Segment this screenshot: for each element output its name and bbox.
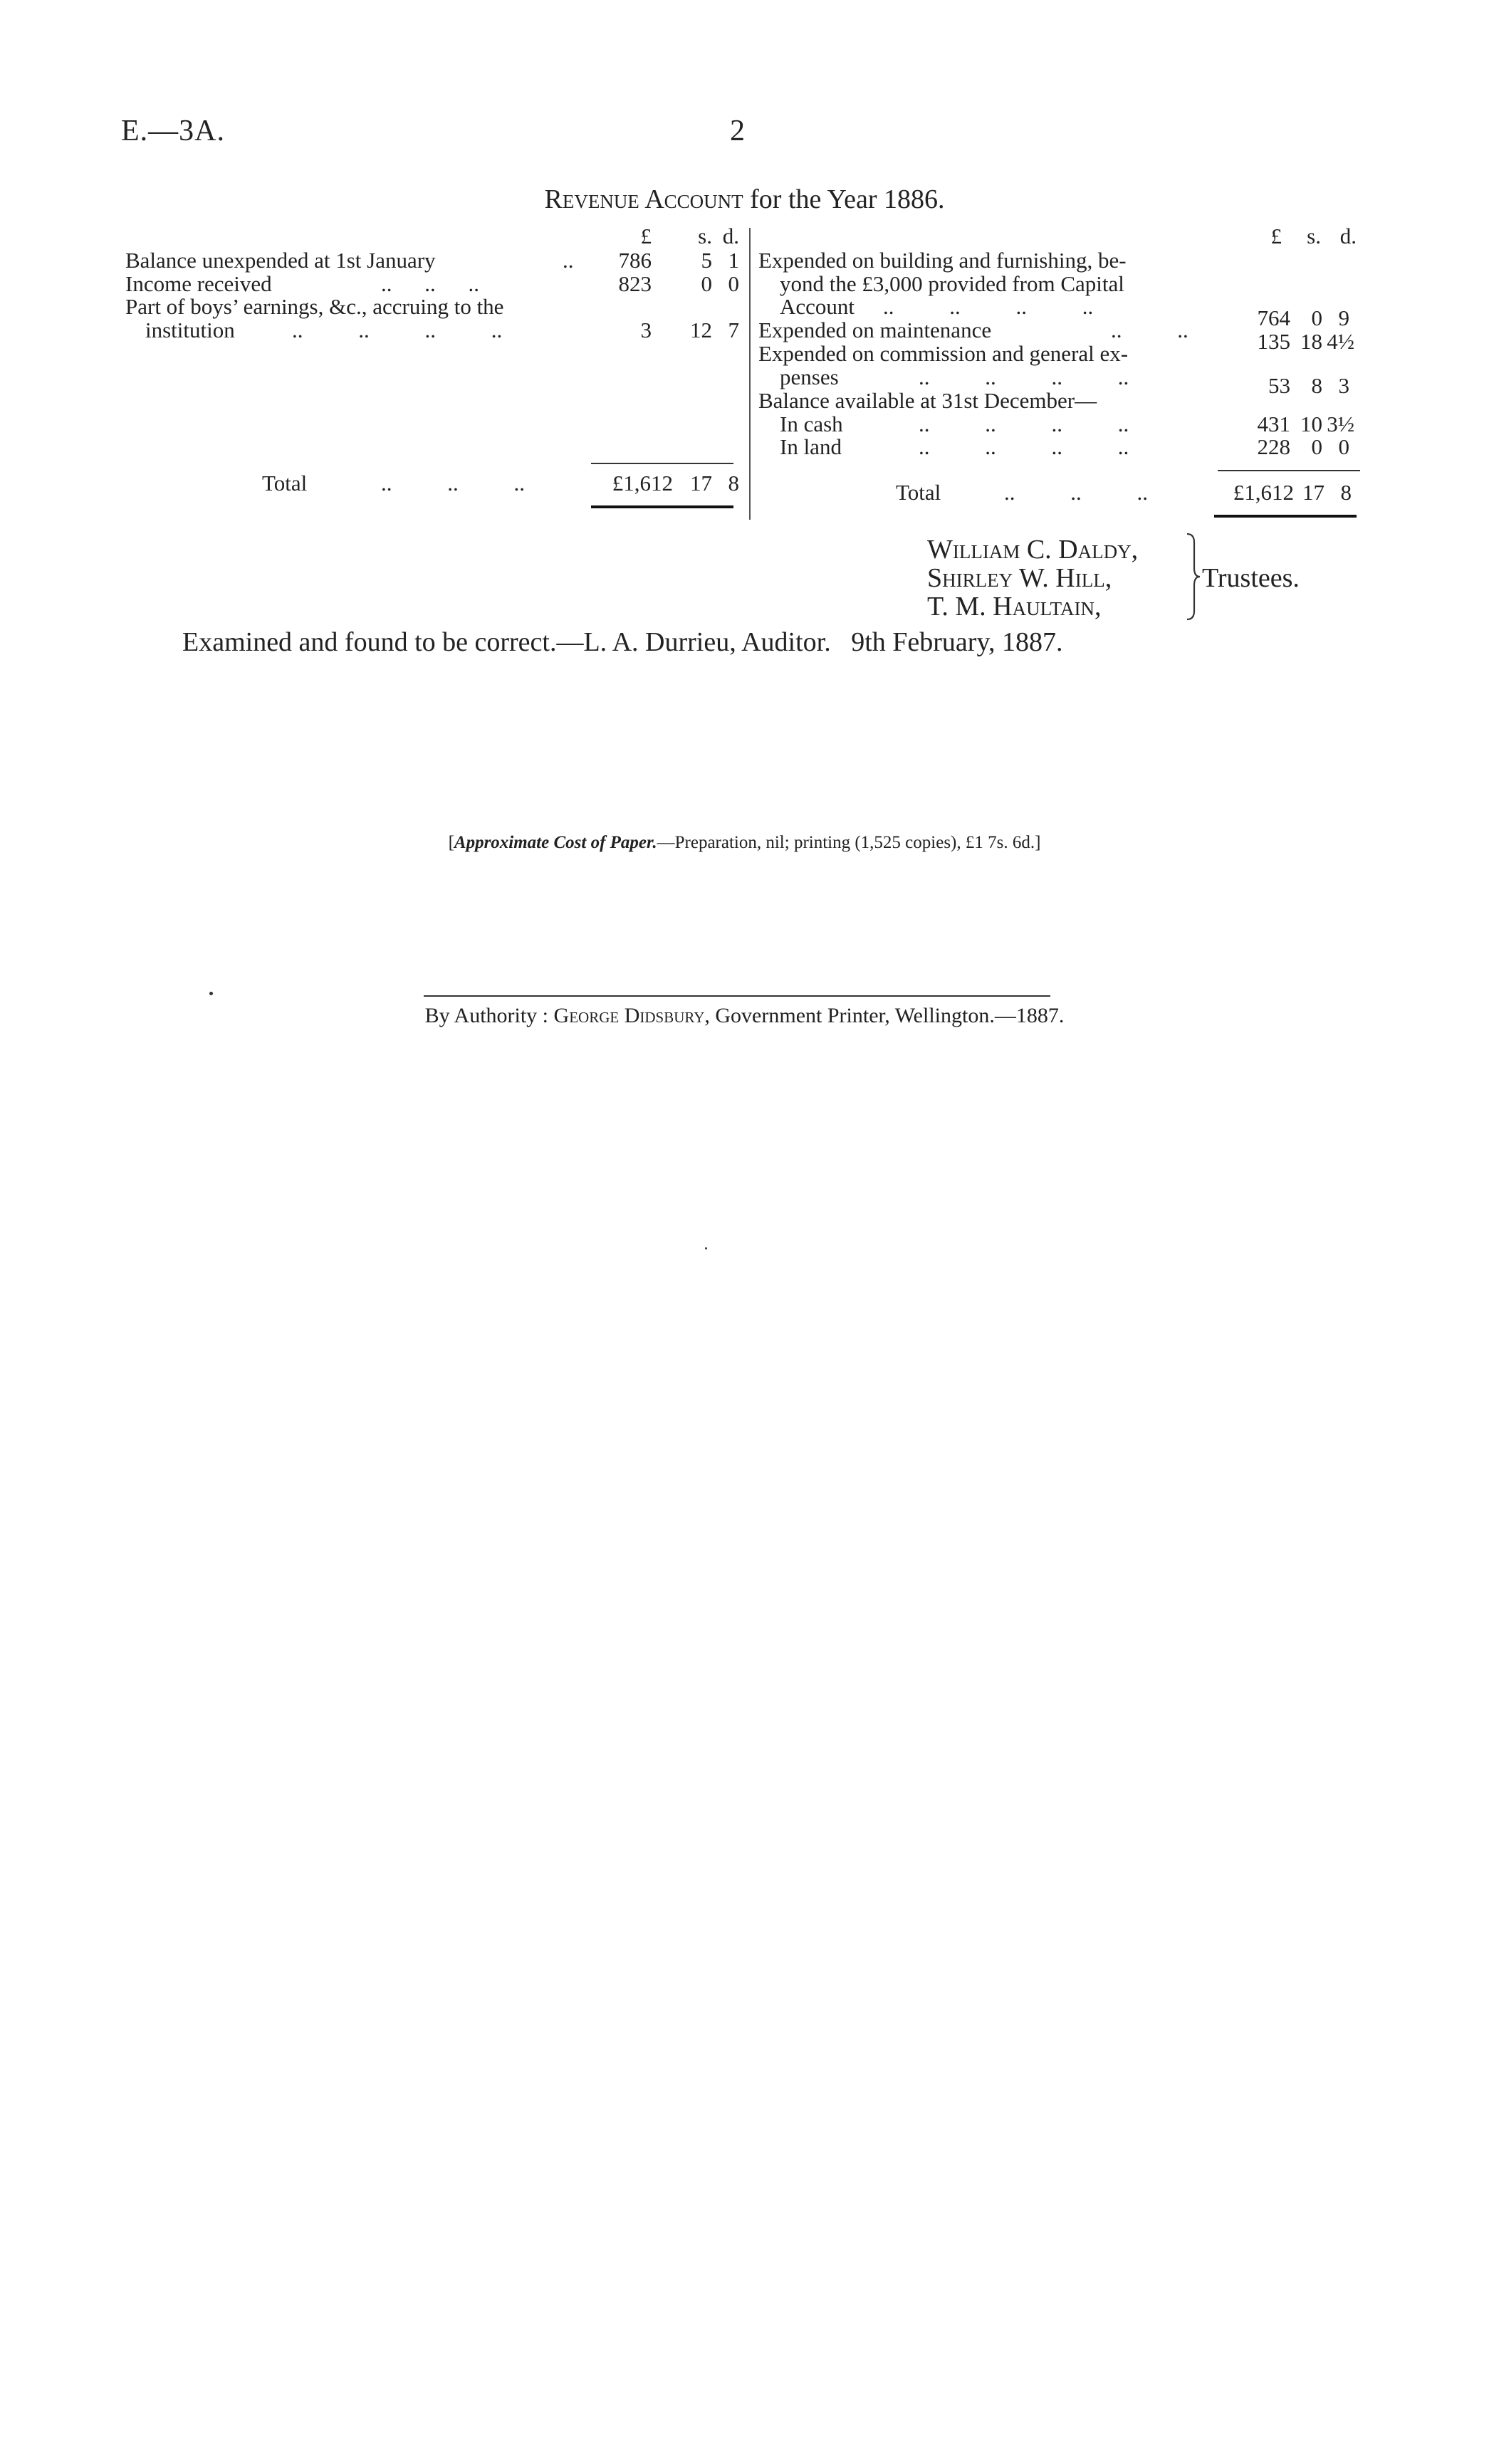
row-pence: 4½ xyxy=(1327,329,1354,354)
row-shillings: 0 xyxy=(1311,434,1322,459)
authority-prefix: By Authority : xyxy=(424,1004,549,1027)
trustees-label: Trustees. xyxy=(1202,563,1300,593)
row-dots: .. .. .. xyxy=(381,271,479,296)
cost-bracket-open: [ xyxy=(448,833,454,852)
expenditure-section xyxy=(0,0,1489,541)
row-shillings: 10 xyxy=(1300,411,1322,436)
row-label: institution xyxy=(145,318,235,342)
document-reference: E.—3A. xyxy=(121,115,225,147)
row-pence: 9 xyxy=(1338,305,1349,330)
right-subtotal-rule xyxy=(1218,470,1360,471)
row-dots: .. .. .. .. xyxy=(883,294,1094,319)
row-dots: .. xyxy=(563,248,574,273)
row-dots: .. .. .. .. xyxy=(919,411,1129,436)
row-pounds: 823 xyxy=(618,271,652,296)
trustee-name: Shirley W. Hill, xyxy=(927,563,1112,593)
cost-note xyxy=(0,833,1489,853)
row-pounds: 228 xyxy=(1257,434,1290,459)
row-pounds: 3 xyxy=(640,318,652,342)
row-label: Part of boys’ earnings, &c., accruing to the xyxy=(125,294,504,319)
row-shillings: 8 xyxy=(1311,373,1322,398)
trustee-name: T. M. Haultain, xyxy=(927,592,1102,622)
printer-name: George Didsbury xyxy=(553,1004,705,1027)
page-number: 2 xyxy=(730,115,745,147)
trustees-brace-icon xyxy=(1186,533,1201,621)
right-total-pounds: £1,612 xyxy=(1233,480,1294,505)
account-title-main: Revenue Account xyxy=(544,184,743,214)
row-pounds: 786 xyxy=(618,248,652,273)
account-title-year: for the Year 1886. xyxy=(750,184,945,214)
row-pence: 7 xyxy=(728,318,739,342)
row-shillings: 12 xyxy=(690,318,712,342)
row-dots: .. .. .. .. xyxy=(292,318,503,342)
left-total-shillings: 17 xyxy=(690,471,712,496)
row-pence: 0 xyxy=(1338,434,1349,459)
row-pounds: 53 xyxy=(1268,373,1290,398)
brace-icon xyxy=(1186,533,1201,621)
right-col-head-pounds: £ xyxy=(1270,224,1282,248)
scan-speck xyxy=(705,1247,707,1249)
auditor-statement: Examined and found to be correct.—L. A. Durrieu, Auditor. 9th February, 1887. xyxy=(182,627,1063,657)
right-row: Account xyxy=(780,294,855,319)
row-pence: 0 xyxy=(728,271,739,296)
row-pence: 3 xyxy=(1338,373,1349,398)
cost-bracket-close: ] xyxy=(1035,833,1041,852)
printer-authority xyxy=(0,1004,1489,1028)
row-label: Income received xyxy=(125,271,272,296)
row-pounds: 135 xyxy=(1257,329,1290,354)
row-pounds: 764 xyxy=(1257,305,1290,330)
authority-suffix: , Government Printer, Wellington.—1887. xyxy=(704,1004,1065,1027)
row-shillings: 18 xyxy=(1300,329,1322,354)
row-label: Balance unexpended at 1st January xyxy=(125,248,436,273)
left-total-dots: .. .. .. xyxy=(381,471,525,496)
left-col-head-shillings: s. xyxy=(698,224,712,248)
right-total-pence: 8 xyxy=(1340,480,1352,505)
row-shillings: 5 xyxy=(701,248,712,273)
row-shillings: 0 xyxy=(1311,305,1322,330)
footer-rule xyxy=(424,995,1050,997)
row-pence: 1 xyxy=(728,248,739,273)
right-total-shillings: 17 xyxy=(1302,480,1325,505)
row-pounds: 431 xyxy=(1257,411,1290,436)
right-row: In land xyxy=(780,434,842,459)
right-row: Expended on maintenance xyxy=(758,318,992,342)
right-row: yond the £3,000 provided from Capital xyxy=(780,271,1124,296)
row-dots: .. .. xyxy=(1111,318,1188,342)
right-total-rule xyxy=(1214,515,1357,518)
right-row: Balance available at 31st December— xyxy=(758,388,1097,413)
trustee-name: William C. Daldy, xyxy=(927,535,1139,565)
left-col-head-pence: d. xyxy=(722,224,739,248)
right-row: Expended on commission and general ex- xyxy=(758,341,1129,366)
left-total-pounds: £1,612 xyxy=(612,471,673,496)
right-total-dots: .. .. .. xyxy=(1004,480,1148,505)
left-total-pence: 8 xyxy=(728,471,739,496)
row-shillings: 0 xyxy=(701,271,712,296)
scan-speck xyxy=(209,992,213,995)
cost-note-heading: Approximate Cost of Paper. xyxy=(454,833,657,852)
right-total-label: Total xyxy=(896,480,941,505)
left-col-head-pounds: £ xyxy=(640,224,652,248)
right-col-head-pence: d. xyxy=(1339,224,1357,248)
row-dots: .. .. .. .. xyxy=(919,365,1129,389)
cost-note-details: —Preparation, nil; printing (1,525 copies), £1 7s. 6d. xyxy=(657,833,1035,852)
left-total-label: Total xyxy=(262,471,308,496)
right-row: Expended on building and furnishing, be- xyxy=(758,248,1127,273)
right-row: penses xyxy=(780,365,839,389)
trustees-block xyxy=(927,535,1138,621)
row-dots: .. .. .. .. xyxy=(919,434,1129,459)
right-col-head-shillings: s. xyxy=(1307,224,1321,248)
right-row: In cash xyxy=(780,411,843,436)
row-pence: 3½ xyxy=(1327,411,1354,436)
